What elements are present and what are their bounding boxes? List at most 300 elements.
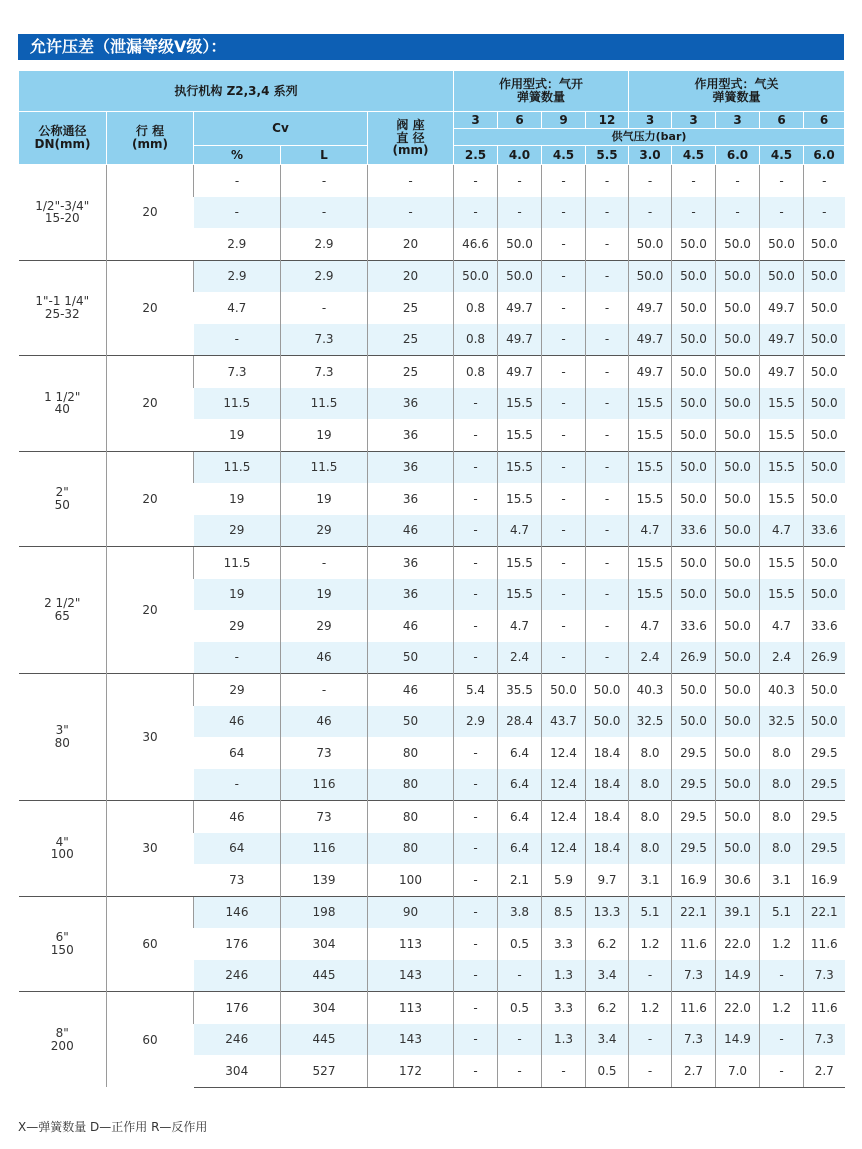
table-row	[19, 674, 845, 706]
value-cell: 8.0	[629, 769, 672, 801]
value-cell: 15.5	[498, 451, 542, 483]
value-cell: 8.0	[760, 737, 804, 769]
value-cell: 0.5	[498, 992, 542, 1024]
value-cell: 49.7	[629, 324, 672, 356]
value-cell: 80	[368, 833, 454, 865]
value-cell: 143	[368, 1024, 454, 1056]
value-cell: 29.5	[804, 737, 845, 769]
value-cell: 50.0	[804, 324, 845, 356]
value-cell: -	[586, 579, 629, 611]
value-cell: -	[542, 483, 586, 515]
value-cell: 73	[229, 872, 245, 887]
value-cell: 11.5	[194, 451, 281, 483]
value-cell: -	[716, 165, 760, 197]
value-cell: 4.7	[629, 515, 672, 547]
dn-cell: 6" 150	[19, 896, 107, 992]
value-cell: 4.7	[760, 515, 804, 547]
value-cell: -	[454, 451, 498, 483]
value-cell: 36	[368, 483, 454, 515]
value-cell: 246	[194, 960, 281, 992]
value-cell: 15.5	[760, 579, 804, 611]
value-cell: 29.5	[672, 833, 716, 865]
value-cell: 15.5	[760, 451, 804, 483]
value-cell: 26.9	[672, 642, 716, 674]
value-cell: 8.0	[629, 801, 672, 833]
value-cell: 11.6	[672, 928, 716, 960]
value-cell: 4.7	[629, 610, 672, 642]
value-cell: -	[454, 610, 498, 642]
value-cell: 35.5	[498, 674, 542, 706]
value-cell: -	[454, 769, 498, 801]
value-cell: -	[194, 165, 281, 197]
value-cell: 29	[229, 618, 245, 633]
value-cell: 12.4	[542, 833, 586, 865]
value-cell: -	[542, 356, 586, 388]
value-cell: 172	[368, 1055, 454, 1087]
value-cell: 80	[368, 769, 454, 801]
value-cell: 12.4	[542, 737, 586, 769]
legend-note: X—弹簧数量 D—正作用 R—反作用	[18, 1120, 208, 1134]
value-cell: 50.0	[716, 515, 760, 547]
value-cell: 15.5	[498, 419, 542, 451]
value-cell: -	[542, 547, 586, 579]
value-cell: 1.3	[542, 1024, 586, 1056]
value-cell: 20	[368, 228, 454, 260]
value-cell: 176	[194, 992, 281, 1024]
value-cell: 50.0	[716, 228, 760, 260]
dn-cell: 1"-1 1/4" 25-32	[19, 260, 107, 356]
value-cell: -	[542, 419, 586, 451]
value-cell: 11.5	[281, 451, 368, 483]
value-cell: 176	[225, 936, 249, 951]
value-cell: 50.0	[716, 610, 760, 642]
actuator-header: 执行机构 Z2,3,4 系列	[19, 71, 454, 112]
value-cell: 33.6	[804, 610, 845, 642]
value-cell: -	[760, 1055, 804, 1087]
value-cell: 50.0	[716, 356, 760, 388]
value-cell: 304	[194, 1055, 281, 1087]
value-cell: -	[498, 960, 542, 992]
value-cell: 39.1	[716, 896, 760, 928]
value-cell: -	[194, 197, 281, 229]
value-cell: -	[760, 197, 804, 229]
value-cell: 8.0	[760, 833, 804, 865]
value-cell: 1.3	[542, 960, 586, 992]
value-cell: 29.5	[804, 769, 845, 801]
value-cell: 29	[281, 515, 368, 547]
dn-cell: 2 1/2" 65	[19, 547, 107, 674]
value-cell: 30.6	[716, 864, 760, 896]
value-cell: 4.7	[760, 610, 804, 642]
value-cell: -	[586, 610, 629, 642]
value-cell: 2.1	[498, 864, 542, 896]
value-cell: 49.7	[498, 356, 542, 388]
value-cell: 50.0	[716, 674, 760, 706]
value-cell: 11.6	[672, 992, 716, 1024]
value-cell: 22.0	[716, 928, 760, 960]
value-cell: 8.0	[760, 769, 804, 801]
value-cell: 15.5	[498, 547, 542, 579]
air-to-open-header: 作用型式：气开 弹簧数量	[454, 71, 629, 112]
value-cell: 50.0	[716, 706, 760, 738]
value-cell: 50	[368, 706, 454, 738]
value-cell: 3.4	[586, 960, 629, 992]
value-cell: -	[281, 292, 368, 324]
value-cell: 50.0	[716, 451, 760, 483]
table-row	[19, 896, 845, 928]
value-cell: 50.0	[716, 388, 760, 420]
value-cell: -	[760, 960, 804, 992]
value-cell: 18.4	[586, 833, 629, 865]
value-cell: 15.5	[629, 451, 672, 483]
value-cell: 50.0	[804, 706, 845, 738]
value-cell: 40.3	[760, 674, 804, 706]
value-cell: 12.4	[542, 801, 586, 833]
table-row	[19, 260, 845, 292]
value-cell: 40.3	[629, 674, 672, 706]
value-cell: -	[454, 1024, 498, 1056]
value-cell: -	[586, 228, 629, 260]
value-cell: 15.5	[629, 547, 672, 579]
value-cell: 29.5	[672, 737, 716, 769]
value-cell: -	[454, 960, 498, 992]
spring-count-cell: 9	[542, 112, 586, 129]
value-cell: 3.3	[542, 992, 586, 1024]
value-cell: 64	[229, 745, 245, 760]
value-cell: 29	[194, 674, 281, 706]
value-cell: 25	[368, 324, 454, 356]
value-cell: 26.9	[804, 642, 845, 674]
value-cell: 22.0	[716, 992, 760, 1024]
value-cell: 0.5	[498, 928, 542, 960]
value-cell: 6.4	[498, 801, 542, 833]
value-cell: 50.0	[498, 260, 542, 292]
value-cell: -	[760, 1024, 804, 1056]
table-header	[19, 71, 845, 165]
value-cell: 6.4	[498, 769, 542, 801]
value-cell: 50.0	[672, 388, 716, 420]
value-cell: 113	[368, 928, 454, 960]
value-cell: 116	[281, 769, 368, 801]
table-row	[19, 547, 845, 579]
value-cell: 15.5	[629, 419, 672, 451]
value-cell: 15.5	[498, 483, 542, 515]
value-cell: 50.0	[542, 674, 586, 706]
value-cell: 20	[368, 260, 454, 292]
value-cell: 50.0	[804, 483, 845, 515]
value-cell: 73	[281, 737, 368, 769]
value-cell: 49.7	[629, 356, 672, 388]
value-cell: 50.0	[716, 642, 760, 674]
value-cell: -	[454, 579, 498, 611]
value-cell: -	[542, 260, 586, 292]
value-cell: 143	[368, 960, 454, 992]
value-cell: 50.0	[672, 419, 716, 451]
stroke-cell: 60	[107, 992, 194, 1088]
value-cell: 46	[194, 706, 281, 738]
value-cell: 36	[368, 579, 454, 611]
supply-pressure-cell: 4.5	[760, 146, 804, 165]
value-cell: 22.1	[804, 896, 845, 928]
value-cell: -	[586, 324, 629, 356]
value-cell: -	[454, 197, 498, 229]
value-cell: 29	[281, 610, 368, 642]
value-cell: -	[454, 388, 498, 420]
value-cell: 50.0	[716, 579, 760, 611]
value-cell: -	[454, 896, 498, 928]
value-cell: 6.2	[586, 928, 629, 960]
value-cell: 50.0	[760, 260, 804, 292]
value-cell: 50.0	[672, 260, 716, 292]
value-cell: 19	[229, 427, 245, 442]
value-cell: 50.0	[716, 547, 760, 579]
value-cell: 5.4	[454, 674, 498, 706]
table-body	[19, 165, 845, 1088]
value-cell: -	[454, 928, 498, 960]
value-cell: 50.0	[716, 260, 760, 292]
value-cell: 50.0	[716, 292, 760, 324]
value-cell: 49.7	[760, 324, 804, 356]
cv-percent-header: %	[194, 146, 281, 165]
value-cell: 15.5	[629, 483, 672, 515]
value-cell: 7.0	[716, 1055, 760, 1087]
supply-pressure-cell: 2.5	[454, 146, 498, 165]
value-cell: 3.1	[760, 864, 804, 896]
value-cell: 50.0	[804, 547, 845, 579]
value-cell: -	[629, 960, 672, 992]
value-cell: 113	[368, 992, 454, 1024]
value-cell: 50.0	[804, 228, 845, 260]
table-row	[19, 801, 845, 833]
value-cell: 50.0	[804, 292, 845, 324]
stroke-cell: 60	[107, 896, 194, 992]
value-cell: 80	[368, 737, 454, 769]
value-cell: -	[454, 642, 498, 674]
dn-cell: 1/2"-3/4" 15-20	[19, 165, 107, 261]
value-cell: 16.9	[672, 864, 716, 896]
value-cell: 15.5	[498, 388, 542, 420]
value-cell: 50.0	[672, 579, 716, 611]
value-cell: 50.0	[672, 228, 716, 260]
spring-count-cell: 3	[716, 112, 760, 129]
value-cell: -	[586, 165, 629, 197]
value-cell: 50.0	[716, 737, 760, 769]
value-cell: 139	[281, 864, 368, 896]
value-cell: 46	[368, 674, 454, 706]
value-cell: 50.0	[760, 228, 804, 260]
value-cell: -	[629, 197, 672, 229]
value-cell: 2.9	[281, 228, 368, 260]
spring-count-cell: 3	[672, 112, 716, 129]
value-cell: -	[672, 197, 716, 229]
value-cell: -	[194, 769, 281, 801]
value-cell: 11.6	[804, 928, 845, 960]
value-cell: 50.0	[804, 260, 845, 292]
value-cell: 0.8	[454, 324, 498, 356]
value-cell: 50.0	[716, 801, 760, 833]
value-cell: -	[542, 610, 586, 642]
value-cell: -	[542, 324, 586, 356]
value-cell: 16.9	[804, 864, 845, 896]
value-cell: 50.0	[672, 547, 716, 579]
supply-pressure-cell: 3.0	[629, 146, 672, 165]
value-cell: 50.0	[672, 292, 716, 324]
value-cell: -	[281, 165, 368, 197]
value-cell: 11.5	[194, 547, 281, 579]
value-cell: 50.0	[804, 388, 845, 420]
value-cell: -	[454, 801, 498, 833]
value-cell: 49.7	[498, 292, 542, 324]
value-cell: 2.9	[281, 260, 368, 292]
dn-cell: 3" 80	[19, 674, 107, 801]
value-cell: 50.0	[586, 706, 629, 738]
supply-pressure-cell: 4.5	[672, 146, 716, 165]
value-cell: -	[542, 642, 586, 674]
value-cell: 19	[281, 483, 368, 515]
spring-count-cell: 3	[629, 112, 672, 129]
value-cell: 32.5	[760, 706, 804, 738]
value-cell: -	[586, 197, 629, 229]
value-cell: 50.0	[672, 706, 716, 738]
value-cell: -	[368, 197, 454, 229]
value-cell: 5.1	[760, 896, 804, 928]
spring-count-cell: 6	[804, 112, 845, 129]
value-cell: 4.7	[498, 610, 542, 642]
value-cell: 5.9	[542, 864, 586, 896]
value-cell: 527	[281, 1055, 368, 1087]
section-title: 允许压差（泄漏等级V级）：	[18, 34, 844, 60]
spring-count-cell: 12	[586, 112, 629, 129]
value-cell: -	[586, 451, 629, 483]
value-cell: 100	[368, 864, 454, 896]
value-cell: 46	[368, 610, 454, 642]
value-cell: 50.0	[716, 419, 760, 451]
value-cell: 15.5	[760, 547, 804, 579]
value-cell: 19	[281, 419, 368, 451]
value-cell: 50.0	[804, 451, 845, 483]
value-cell: 2.9	[227, 236, 247, 251]
value-cell: 29.5	[672, 769, 716, 801]
value-cell: -	[586, 356, 629, 388]
value-cell: 80	[368, 801, 454, 833]
value-cell: -	[454, 833, 498, 865]
value-cell: -	[760, 165, 804, 197]
value-cell: -	[629, 1024, 672, 1056]
cv-linear-header: L	[281, 146, 368, 165]
value-cell: 7.3	[804, 960, 845, 992]
value-cell: -	[716, 197, 760, 229]
value-cell: -	[454, 992, 498, 1024]
value-cell: -	[542, 197, 586, 229]
value-cell: 146	[194, 896, 281, 928]
value-cell: -	[542, 292, 586, 324]
value-cell: 49.7	[498, 324, 542, 356]
value-cell: 0.8	[454, 292, 498, 324]
value-cell: 7.3	[804, 1024, 845, 1056]
spring-count-cell: 6	[760, 112, 804, 129]
value-cell: 2.9	[454, 706, 498, 738]
value-cell: 49.7	[760, 292, 804, 324]
value-cell: 15.5	[760, 419, 804, 451]
dn-header: 公称通径 DN(mm)	[19, 112, 107, 165]
value-cell: 50.0	[716, 769, 760, 801]
value-cell: 19	[229, 491, 245, 506]
value-cell: 2.4	[760, 642, 804, 674]
value-cell: -	[542, 515, 586, 547]
cv-header: Cv	[194, 112, 368, 146]
value-cell: 18.4	[586, 801, 629, 833]
value-cell: -	[542, 228, 586, 260]
stroke-cell: 30	[107, 801, 194, 897]
value-cell: -	[454, 547, 498, 579]
value-cell: 304	[281, 992, 368, 1024]
value-cell: 29.5	[672, 801, 716, 833]
value-cell: 198	[281, 896, 368, 928]
value-cell: -	[542, 388, 586, 420]
value-cell: -	[629, 1055, 672, 1087]
table-row	[19, 992, 845, 1024]
value-cell: 11.5	[194, 388, 281, 420]
value-cell: -	[586, 642, 629, 674]
value-cell: 15.5	[760, 388, 804, 420]
value-cell: 50.0	[586, 674, 629, 706]
dn-cell: 2" 50	[19, 451, 107, 547]
value-cell: -	[498, 165, 542, 197]
value-cell: 50.0	[454, 260, 498, 292]
spring-count-cell: 3	[454, 112, 498, 129]
table-row	[19, 356, 845, 388]
stroke-cell: 20	[107, 451, 194, 547]
value-cell: 73	[281, 801, 368, 833]
value-cell: 18.4	[586, 769, 629, 801]
value-cell: 29.5	[804, 801, 845, 833]
value-cell: 29.5	[804, 833, 845, 865]
spring-count-cell: 6	[498, 112, 542, 129]
value-cell: 36	[368, 388, 454, 420]
value-cell: 50.0	[672, 324, 716, 356]
value-cell: 1.2	[629, 992, 672, 1024]
stroke-cell: 20	[107, 165, 194, 261]
value-cell: 50.0	[804, 674, 845, 706]
value-cell: 36	[368, 451, 454, 483]
value-cell: 11.6	[804, 992, 845, 1024]
value-cell: 50.0	[498, 228, 542, 260]
value-cell: 50.0	[672, 451, 716, 483]
value-cell: 19	[194, 579, 281, 611]
value-cell: 46	[281, 642, 368, 674]
value-cell: -	[542, 579, 586, 611]
value-cell: -	[542, 451, 586, 483]
supply-pressure-cell: 4.0	[498, 146, 542, 165]
value-cell: 7.3	[281, 356, 368, 388]
value-cell: -	[586, 419, 629, 451]
value-cell: 6.2	[586, 992, 629, 1024]
value-cell: -	[368, 165, 454, 197]
value-cell: 33.6	[804, 515, 845, 547]
value-cell: -	[804, 197, 845, 229]
value-cell: 29	[194, 515, 281, 547]
value-cell: -	[194, 324, 281, 356]
value-cell: 3.8	[498, 896, 542, 928]
value-cell: 8.0	[629, 833, 672, 865]
value-cell: 64	[194, 833, 281, 865]
value-cell: 36	[368, 419, 454, 451]
value-cell: 25	[368, 292, 454, 324]
supply-pressure-cell: 4.5	[542, 146, 586, 165]
value-cell: 4.7	[498, 515, 542, 547]
value-cell: 15.5	[629, 579, 672, 611]
value-cell: 0.8	[454, 356, 498, 388]
